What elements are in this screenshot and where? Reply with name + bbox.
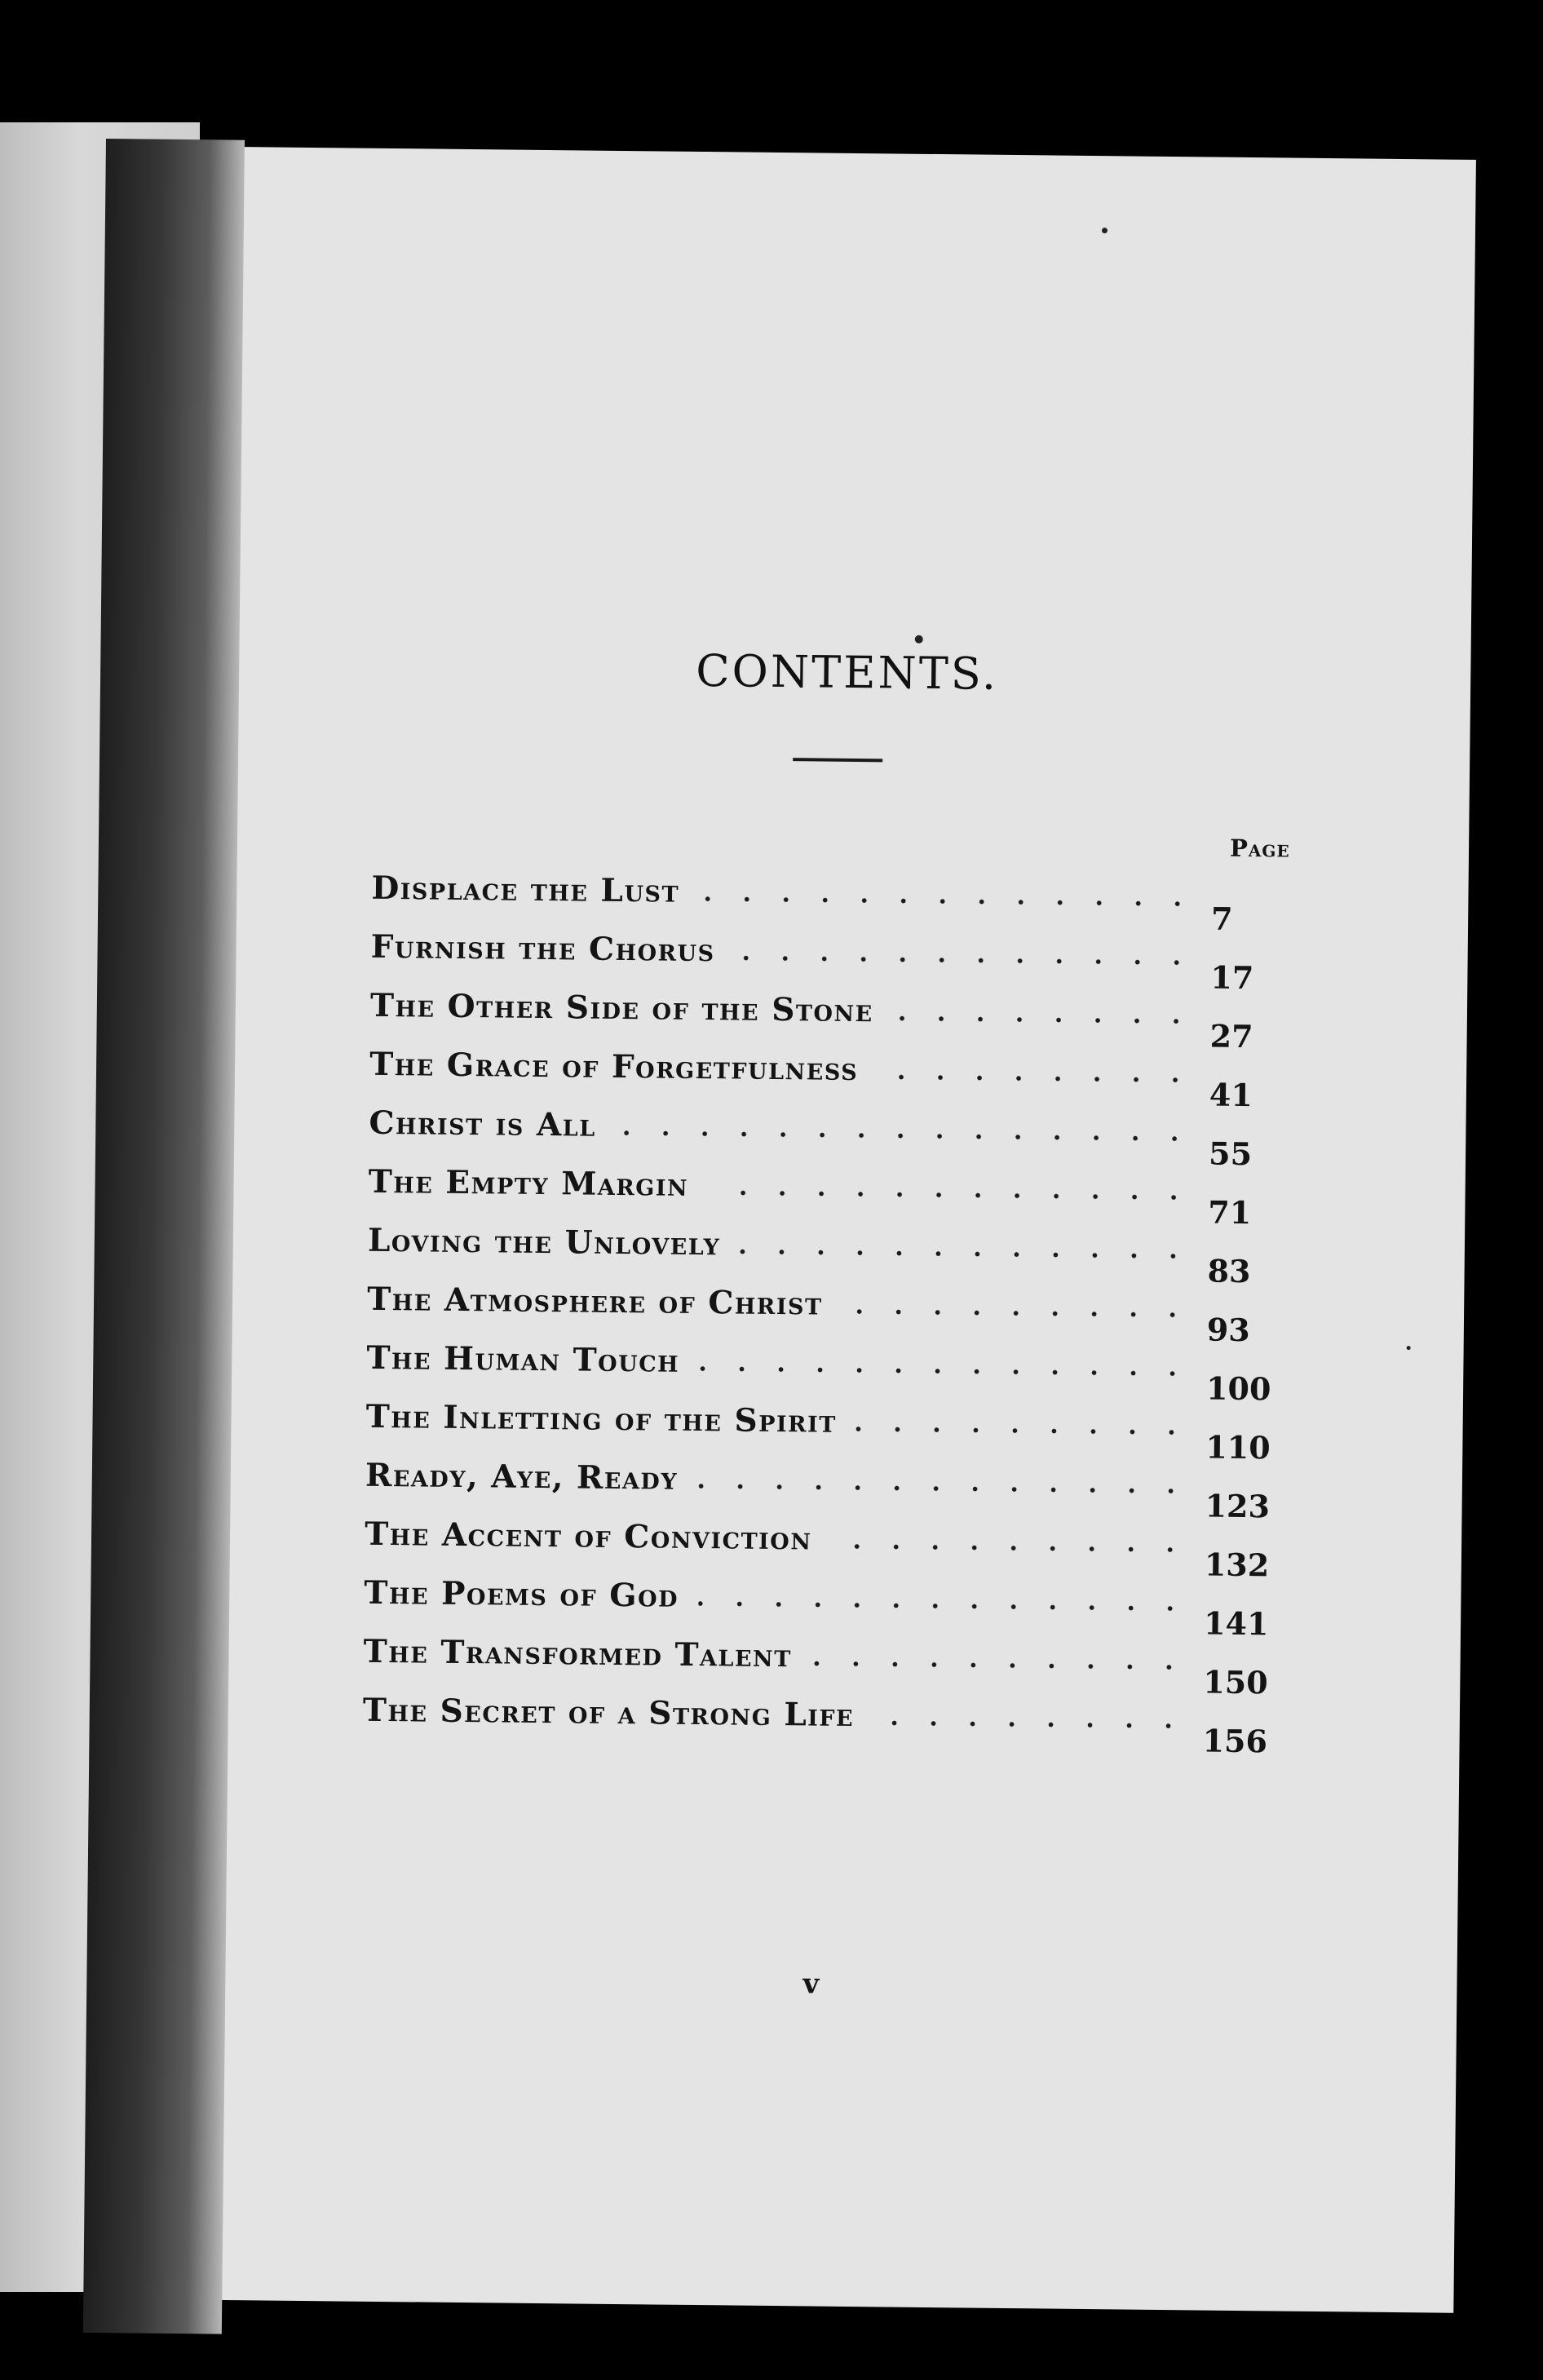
- toc-entry-page: 123: [1205, 1487, 1271, 1525]
- toc-entry-title: The Grace of Forgetfulness: [369, 1045, 859, 1089]
- scan-speck: [915, 635, 923, 644]
- toc-entry: [366, 1252, 1273, 1349]
- toc-entry-page: 132: [1204, 1546, 1270, 1584]
- scan-speck: [1407, 1346, 1411, 1350]
- toc-entry-page: 93: [1206, 1311, 1251, 1349]
- toc-entry: [364, 1546, 1270, 1643]
- dot-leader: [873, 1719, 1188, 1730]
- toc-entry-page: 17: [1210, 958, 1254, 997]
- toc-entry: [369, 1017, 1276, 1114]
- contents-page: [214, 147, 1476, 2313]
- dot-leader: [842, 1307, 1192, 1319]
- toc-entry: [365, 1428, 1271, 1525]
- dot-leader: [878, 1073, 1195, 1084]
- contents-page-body: [214, 147, 1476, 2313]
- toc-entry: [368, 1135, 1275, 1232]
- toc-entry: [365, 1369, 1271, 1466]
- toc-entry: [369, 1076, 1275, 1173]
- book-gutter-shadow: [83, 139, 245, 2334]
- toc-entry-title: The Secret of a Strong Life: [362, 1691, 855, 1735]
- dot-leader: [697, 1482, 1191, 1495]
- toc-entry-page: 150: [1203, 1663, 1268, 1701]
- dot-leader: [699, 1365, 1192, 1378]
- toc-entry-title: The Other Side of the Stone: [369, 986, 873, 1030]
- page-title: CONTENTS.: [695, 644, 999, 700]
- toc-entry: [367, 1193, 1274, 1290]
- toc-entry-title: Christ is All: [369, 1104, 596, 1144]
- dot-leader: [856, 1425, 1192, 1436]
- toc-entry-title: The Atmosphere of Christ: [366, 1280, 823, 1323]
- dot-leader: [811, 1659, 1189, 1671]
- toc-entry: [370, 900, 1277, 997]
- toc-entry-title: The Inletting of the Spirit: [365, 1397, 838, 1440]
- dot-leader: [893, 1014, 1196, 1025]
- page-folio: v: [802, 1967, 820, 2001]
- toc-entry-page: 83: [1207, 1252, 1251, 1290]
- dot-leader: [698, 1599, 1189, 1612]
- toc-entry-page: 100: [1205, 1369, 1271, 1408]
- toc-entry-title: Furnish the Chorus: [370, 927, 715, 970]
- toc-entry-title: Ready, Aye, Ready: [365, 1456, 679, 1497]
- dot-leader: [831, 1542, 1190, 1555]
- toc-entry: [363, 1604, 1269, 1701]
- toc-entry-title: The Transformed Talent: [363, 1632, 793, 1675]
- toc-entry-page: 27: [1209, 1017, 1253, 1055]
- page-column-label: Page: [1229, 834, 1290, 863]
- table-of-contents: [362, 846, 1277, 1760]
- toc-entry: [362, 1663, 1269, 1760]
- toc-entry-page: 110: [1205, 1428, 1271, 1466]
- toc-entry-title: Loving the Unlovely: [367, 1221, 721, 1263]
- toc-entry: [371, 846, 1277, 937]
- toc-entry-title: Displace the Lust: [371, 869, 680, 910]
- toc-entry-page: 55: [1208, 1135, 1253, 1173]
- toc-entry-page: 71: [1208, 1193, 1252, 1232]
- toc-entry-page: 141: [1203, 1604, 1269, 1643]
- toc-entry-title: The Human Touch: [366, 1338, 680, 1380]
- toc-entry-title: The Accent of Conviction: [364, 1515, 812, 1558]
- toc-entry-page: 156: [1202, 1722, 1268, 1760]
- toc-entry: [366, 1311, 1272, 1408]
- dot-leader: [616, 1129, 1195, 1143]
- toc-entry-title: The Poems of God: [364, 1573, 679, 1615]
- dot-leader: [708, 1188, 1194, 1201]
- toc-entry-page: 41: [1209, 1076, 1253, 1114]
- toc-entry-title: The Empty Margin: [368, 1162, 689, 1204]
- dot-leader: [734, 953, 1196, 967]
- dot-leader: [740, 1248, 1193, 1261]
- scan-speck: [1102, 228, 1108, 233]
- toc-entry: [369, 958, 1276, 1055]
- toc-entry: [364, 1487, 1271, 1584]
- title-rule: [793, 758, 882, 762]
- dot-leader: [699, 895, 1196, 908]
- toc-entry-page: 7: [1210, 900, 1233, 937]
